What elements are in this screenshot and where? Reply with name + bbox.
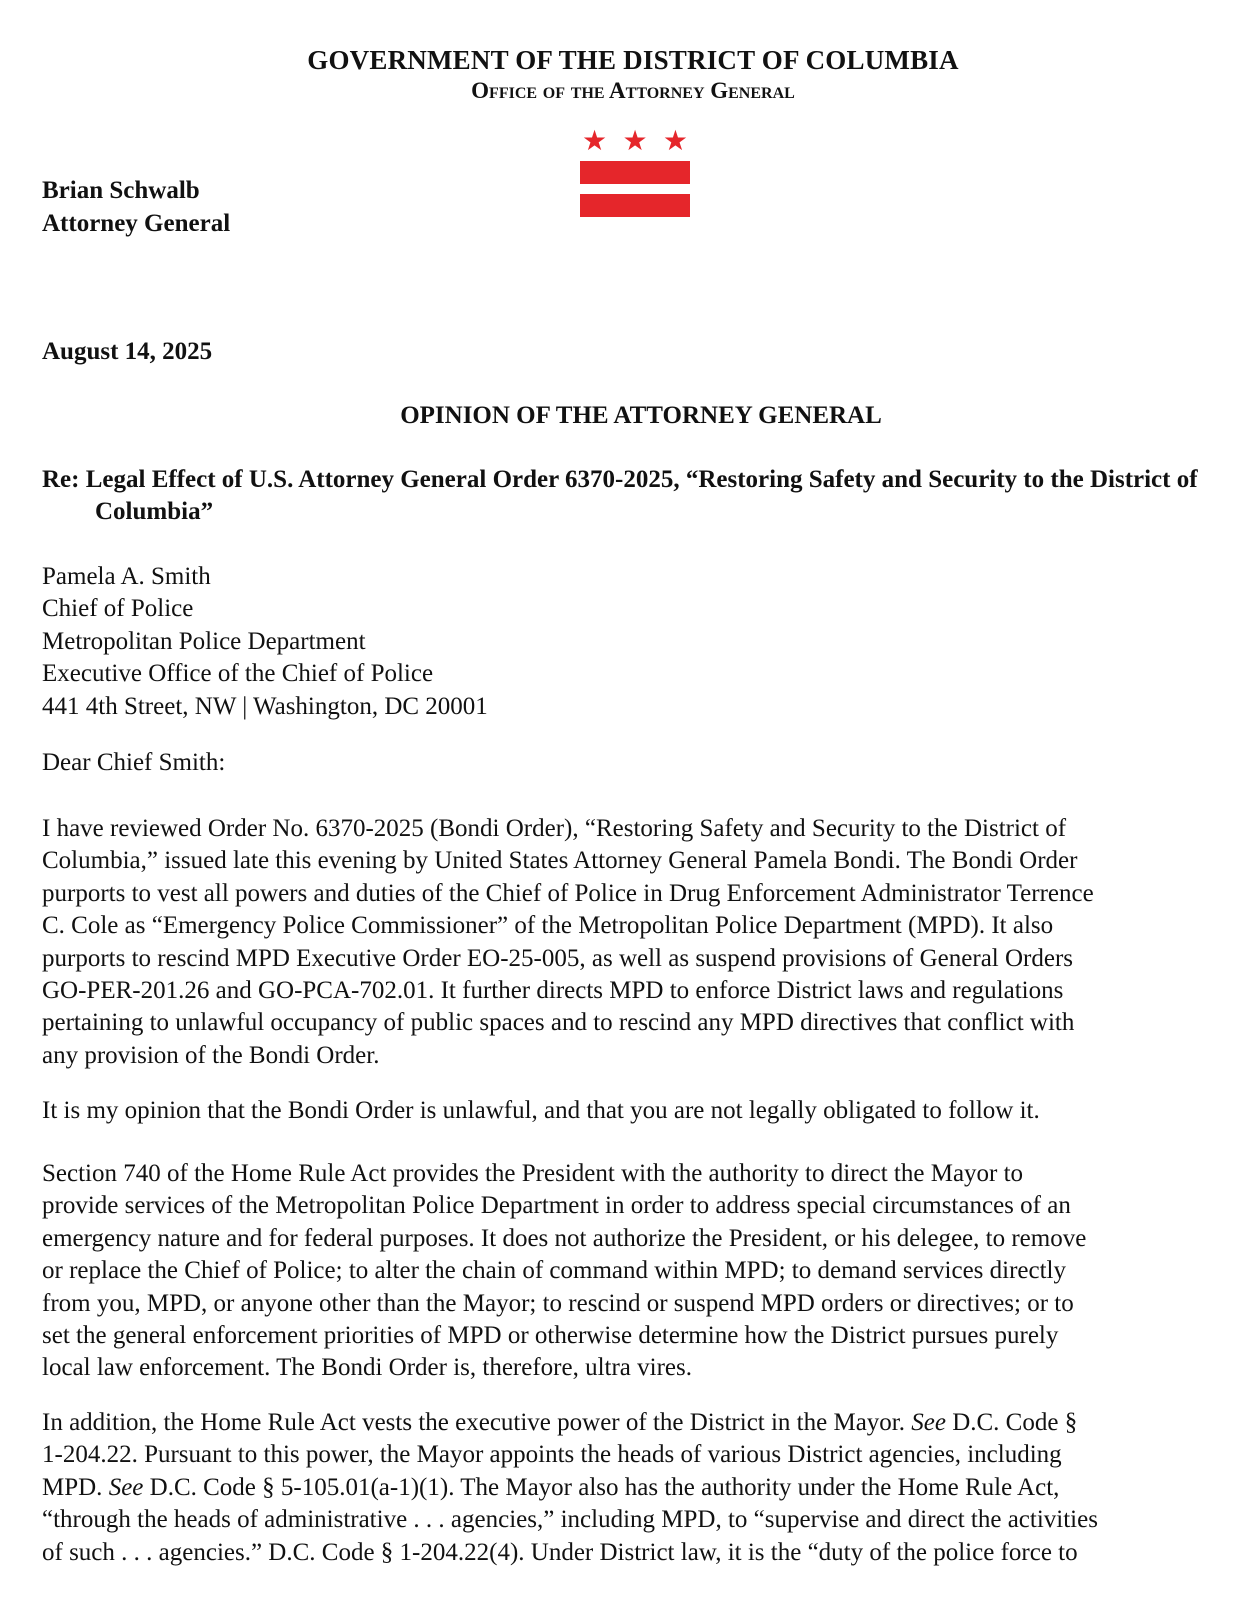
flag-stars (580, 128, 690, 156)
text-line: local law enforcement. The Bondi Order is, therefore, ultra vires. (42, 1354, 692, 1382)
star-icon: ★ (582, 126, 608, 157)
flag-bar-top (580, 161, 690, 184)
text-line: C. Cole as “Emergency Police Commissioner” of the Metropolitan Police Department (MPD). It also (42, 912, 1054, 940)
text-line: set the general enforcement priorities of MPD or otherwise determine how the District pursues purely (42, 1322, 1059, 1350)
author-title: Attorney General (42, 210, 231, 237)
text-line: from you, MPD, or anyone other than the Mayor; to rescind or suspend MPD orders or directives; or to (42, 1289, 1074, 1317)
text-line: or replace the Chief of Police; to alter the chain of command within MPD; to demand services directly (42, 1257, 1066, 1285)
subject-line: Re: Legal Effect of U.S. Attorney General Order 6370-2025, “Restoring Safety and Security to the District of Columbia” (42, 466, 1198, 525)
document-title: OPINION OF THE ATTORNEY GENERAL (400, 402, 882, 429)
dc-flag-logo (580, 128, 690, 220)
citation-signal: See (108, 1473, 144, 1501)
letter-date: August 14, 2025 (42, 338, 213, 365)
text-line: GO-PER-201.26 and GO-PCA-702.01. It further directs MPD to enforce District laws and regulations (42, 977, 1064, 1005)
text-line: emergency nature and for federal purposes. It does not authorize the President, or his delegee, to remove (42, 1224, 1087, 1252)
text-run: MPD. (42, 1473, 109, 1501)
paragraph-3 (42, 1158, 1222, 1385)
text-run: In addition, the Home Rule Act vests the executive power of the District in the Mayor. (42, 1409, 912, 1436)
text-line: Section 740 of the Home Rule Act provides the President with the authority to direct the Mayor to (42, 1160, 1024, 1187)
letterhead (0, 44, 1250, 106)
text-line (42, 1407, 1222, 1439)
text-line: purports to vest all powers and duties of the Chief of Police in Drug Enforcement Administrator Terrence (42, 879, 1094, 907)
text-line: “through the heads of administrative . . . agencies,” including MPD, to “supervise and direct the activities (42, 1506, 1098, 1534)
recipient-department: Metropolitan Police Department (42, 627, 366, 655)
paragraph-1 (42, 813, 1222, 1072)
recipient-address (42, 561, 488, 723)
text-line: purports to rescind MPD Executive Order EO-25-005, as well as suspend provisions of General Orders (42, 944, 1074, 972)
paragraph-2 (42, 1095, 1222, 1127)
text-line (42, 1472, 1222, 1504)
text-line: 1-204.22. Pursuant to this power, the Mayor appoints the heads of various District agencies, including (42, 1441, 1062, 1469)
star-icon: ★ (662, 126, 688, 157)
author-name: Brian Schwalb (42, 177, 200, 204)
recipient-title: Chief of Police (42, 595, 194, 623)
recipient-name: Pamela A. Smith (42, 563, 211, 590)
text-line: provide services of the Metropolitan Police Department in order to address special circumstances of an (42, 1192, 1071, 1220)
text-line: I have reviewed Order No. 6370-2025 (Bondi Order), “Restoring Safety and Security to the District of (42, 815, 1067, 842)
recipient-street-address: 441 4th Street, NW | Washington, DC 20001 (42, 692, 488, 720)
flag-bar-bottom (580, 194, 690, 217)
text-line: It is my opinion that the Bondi Order is unlawful, and that you are not legally obligated to follow it. (42, 1097, 1040, 1124)
text-line: of such . . . agencies.” D.C. Code § 1-204.22(4). Under District law, it is the “duty of the police force to (42, 1538, 1078, 1566)
text-run: D.C. Code § 5-105.01(a-1)(1). The Mayor also has the authority under the Home Rule Act, (143, 1473, 1060, 1501)
office-title: Office of the Attorney General (471, 78, 795, 103)
salutation: Dear Chief Smith: (42, 749, 226, 776)
text-line: any provision of the Bondi Order. (42, 1041, 380, 1069)
text-line: pertaining to unlawful occupancy of public spaces and to rescind any MPD directives that conflict with (42, 1009, 1075, 1037)
citation-signal: See (911, 1409, 946, 1436)
text-line: Columbia,” issued late this evening by United States Attorney General Pamela Bondi. The Bondi Order (42, 847, 1078, 875)
text-run: D.C. Code § (945, 1409, 1078, 1436)
star-icon: ★ (622, 126, 648, 157)
government-title: GOVERNMENT OF THE DISTRICT OF COLUMBIA (307, 45, 959, 75)
paragraph-4 (42, 1407, 1222, 1569)
author-block (42, 174, 230, 240)
recipient-office: Executive Office of the Chief of Police (42, 660, 434, 688)
